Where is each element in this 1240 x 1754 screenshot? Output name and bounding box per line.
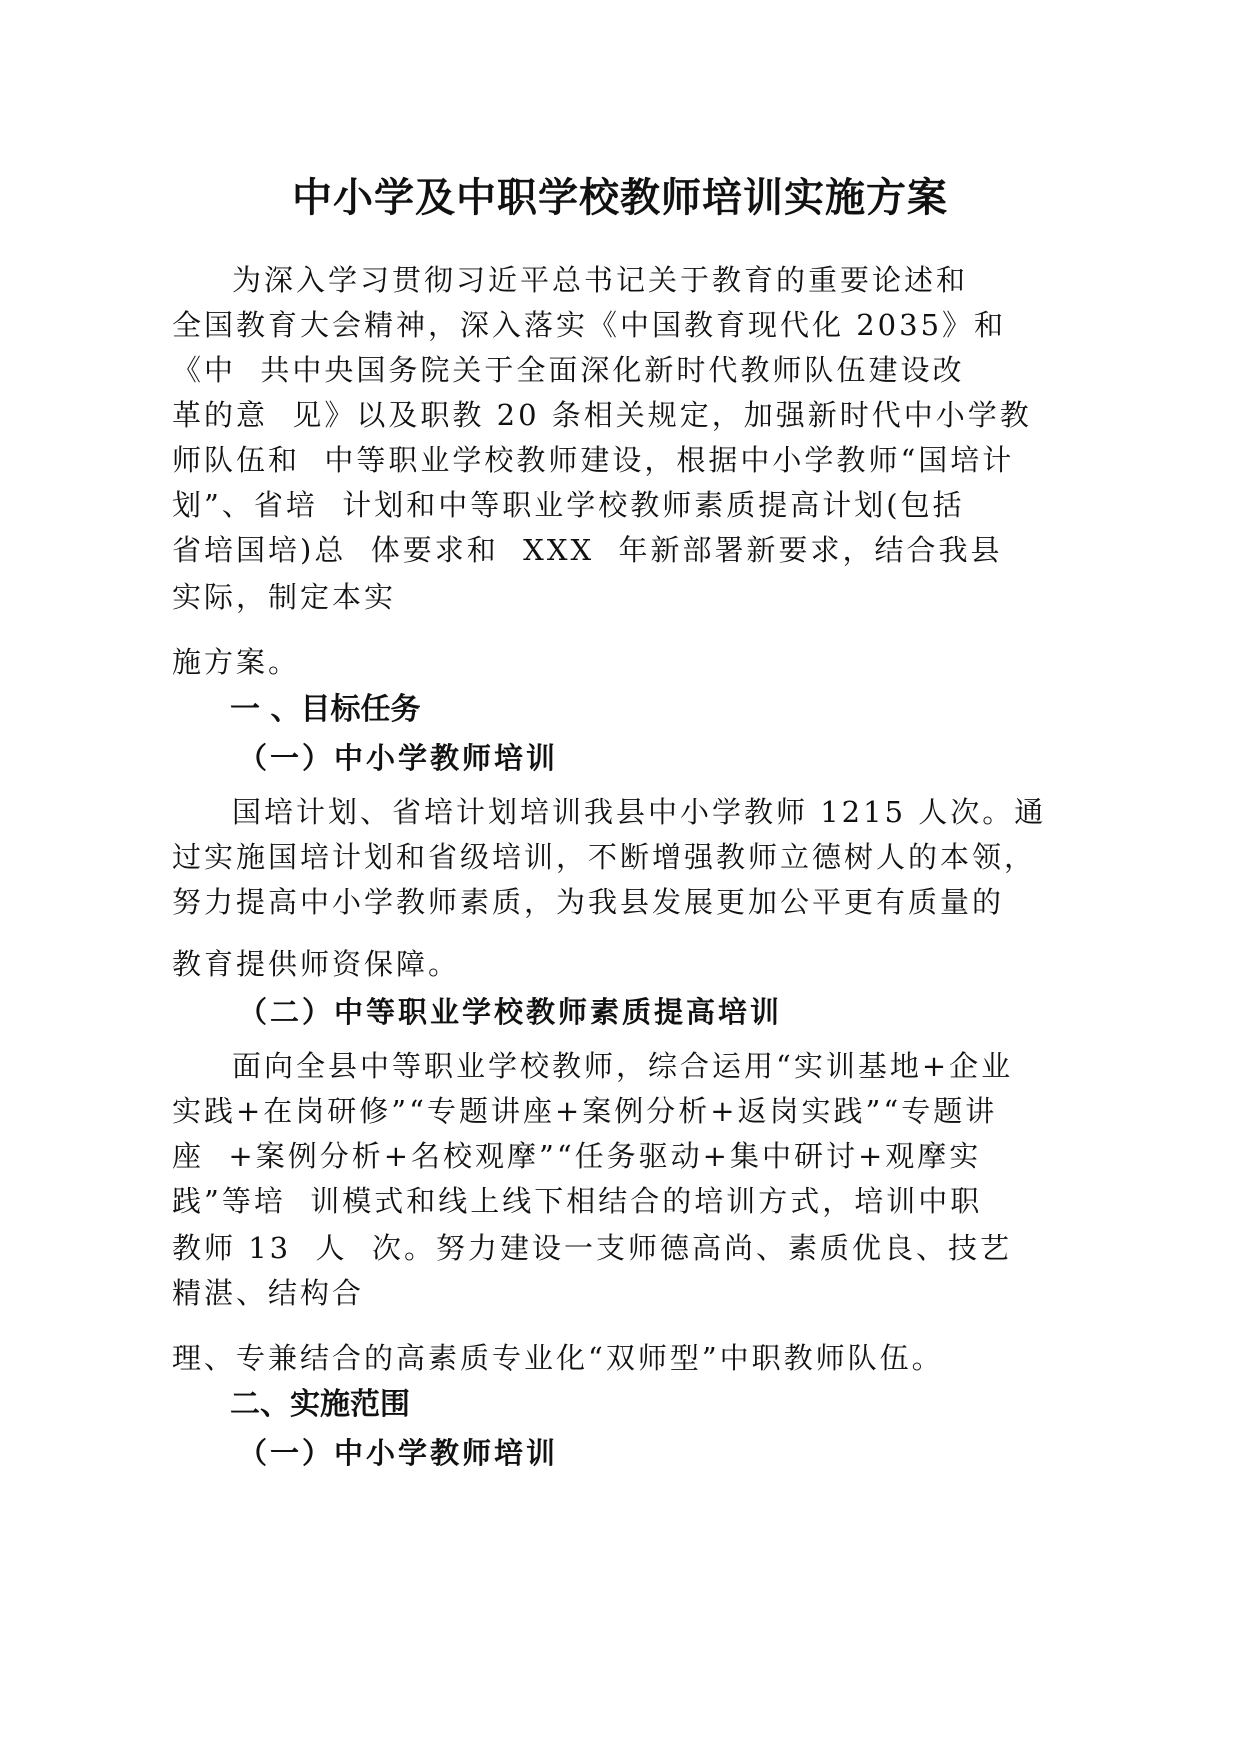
subsection-heading-1-2: （二）中等职业学校教师素质提高培训 bbox=[238, 995, 783, 1029]
document-title: 中小学及中职学校教师培训实施方案 bbox=[292, 175, 948, 221]
s1-1-line-2: 过实施国培计划和省级培训，不断增强教师立德树人的本领， bbox=[172, 840, 1037, 874]
intro-line-2: 全国教育大会精神，深入落实《中国教育现代化 2035》和 bbox=[172, 308, 1007, 342]
intro-line-8: 实际，制定本实 bbox=[172, 580, 397, 614]
subsection-heading-1-1: （一）中小学教师培训 bbox=[238, 741, 559, 775]
s1-1-line-3: 努力提高中小学教师素质，为我县发展更加公平更有质量的 bbox=[172, 885, 1005, 919]
intro-line-4: 革的意 见》以及职教 20 条相关规定，加强新时代中小学教 bbox=[172, 398, 1032, 432]
intro-line-5: 师队伍和 中等职业学校教师建设，根据中小学教师“国培计 bbox=[172, 443, 1015, 477]
section-heading-2: 二、实施范围 bbox=[230, 1387, 410, 1422]
intro-line-9: 施方案。 bbox=[172, 645, 301, 679]
intro-line-3: 《中 共中央国务院关于全面深化新时代教师队伍建设改 bbox=[172, 353, 965, 387]
subsection-heading-2-1: （一）中小学教师培训 bbox=[238, 1436, 559, 1470]
s1-1-line-4: 教育提供师资保障。 bbox=[172, 947, 461, 981]
s1-2-line-1: 面向全县中等职业学校教师，综合运用“实训基地+企业 bbox=[232, 1049, 1014, 1083]
s1-2-line-7: 理、专兼结合的高素质专业化“双师型”中职教师队伍。 bbox=[172, 1341, 944, 1375]
s1-2-line-4: 践”等培 训模式和线上线下相结合的培训方式，培训中职 bbox=[172, 1184, 983, 1218]
s1-2-line-5: 教师 13 人 次。努力建设一支师德高尚、素质优良、技艺 bbox=[172, 1231, 1012, 1265]
section-heading-1: 一 、目标任务 bbox=[230, 692, 421, 727]
s1-2-line-3: 座 +案例分析+名校观摩”“任务驱动+集中研讨+观摩实 bbox=[172, 1139, 982, 1173]
intro-line-1: 为深入学习贯彻习近平总书记关于教育的重要论述和 bbox=[232, 263, 969, 297]
intro-line-6: 划”、省培 计划和中等职业学校教师素质提高计划(包括 bbox=[172, 488, 965, 522]
s1-1-line-1: 国培计划、省培计划培训我县中小学教师 1215 人次。通 bbox=[232, 795, 1047, 829]
intro-line-7: 省培国培)总 体要求和 XXX 年新部署新要求，结合我县 bbox=[172, 533, 1003, 567]
s1-2-line-6: 精湛、结构合 bbox=[172, 1276, 365, 1310]
s1-2-line-2: 实践+在岗研修”“专题讲座+案例分析+返岗实践”“专题讲 bbox=[172, 1094, 998, 1128]
